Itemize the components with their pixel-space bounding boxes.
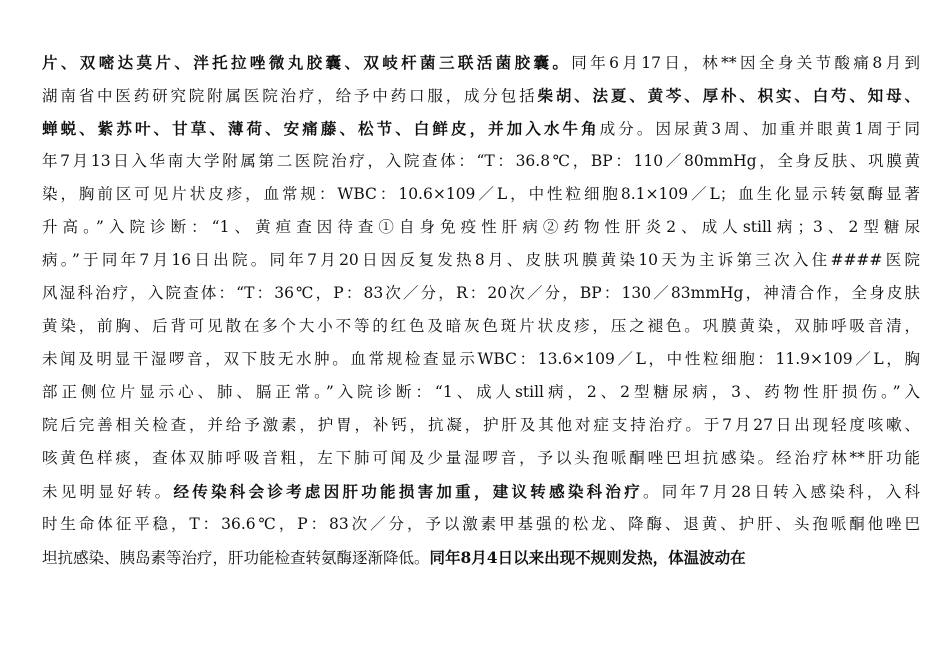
text-line <box>42 310 920 343</box>
text-line <box>42 541 920 574</box>
bold-text-run: 柴胡、法夏、黄芩、厚朴、枳实、白芍、知母、 <box>537 86 920 105</box>
text-run: 染，胸前区可见片状皮疹，血常规：WBC：10.6×109／L，中性粒细胞8.1×109／L；血生化显示转氨酶显著 <box>42 185 920 203</box>
bold-text-run: 蝉蜕、紫苏叶、甘草、薄荷、安痛藤、松节、白鲜皮，并加入水牛角 <box>42 119 600 138</box>
text-line <box>42 145 920 178</box>
text-run: 咳黄色样痰，查体双肺呼吸音粗，左下肺可闻及少量湿啰音，予以头孢哌酮唑巴坦抗感染。经治疗林**肝功能 <box>42 449 920 467</box>
text-run: 年7月13日入华南大学附属第二医院治疗，入院查体：“T：36.8℃，BP：110／80mmHg，全身反肤、巩膜黄 <box>42 152 920 170</box>
text-run: 风湿科治疗，入院查体：“T：36℃，P：83次／分，R：20次／分，BP：130／83mmHg，神清合作，全身皮肤 <box>42 284 920 302</box>
text-line <box>42 79 920 112</box>
text-line <box>42 178 920 211</box>
text-run: 湖南省中医药研究院附属医院治疗，给予中药口服，成分包括 <box>42 87 538 105</box>
text-line <box>42 409 920 442</box>
text-line <box>42 508 920 541</box>
text-line <box>42 343 920 376</box>
text-run: 未闻及明显干湿啰音，双下肢无水肿。血常规检查显示WBC：13.6×109／L，中性粒细胞：11.9×109／L，胸 <box>42 350 920 368</box>
text-run: 时生命体征平稳，T：36.6℃，P：83次／分，予以激素甲基强的松龙、降酶、退黄、护肝、头孢哌酮他唑巴 <box>42 515 920 533</box>
bold-text-run: 经传染科会诊考虑因肝功能损害加重，建议转感染科治疗 <box>173 482 643 501</box>
bold-text-run: 同年8月4日以来出现不规则发热，体温波动在 <box>429 548 746 567</box>
text-line <box>42 277 920 310</box>
text-run: 黄染，前胸、后背可见散在多个大小不等的红色及暗灰色斑片状皮疹，压之褪色。巩膜黄染，双肺呼吸音清， <box>42 317 920 335</box>
text-line <box>42 475 920 508</box>
text-run: 。同年7月28日转入感染科，入科 <box>642 483 920 501</box>
text-line <box>42 442 920 475</box>
text-run: 同年6月17日，林**因全身关节酸痛8月到 <box>571 54 920 72</box>
text-line <box>42 376 920 409</box>
text-line <box>42 211 920 244</box>
text-run: 部正侧位片显示心、肺、膈正常。”入院诊断：“1、成人still病，2、2型糖尿病，3、药物性肝损伤。”入 <box>42 383 920 401</box>
text-line <box>42 46 920 79</box>
text-run: 坦抗感染、胰岛素等治疗，肝功能检查转氨酶逐渐降低。 <box>42 549 430 567</box>
text-run: 成分。因尿黄3周、加重并眼黄1周于同 <box>599 120 920 138</box>
bold-text-run: 片、双嘧达莫片、泮托拉唑微丸胶囊、双岐杆菌三联活菌胶囊。 <box>42 53 572 72</box>
text-line <box>42 112 920 145</box>
text-run: 院后完善相关检查，并给予激素，护胃，补钙，抗凝，护肝及其他对症支持治疗。于7月27日出现轻度咳嗽、 <box>42 416 920 434</box>
text-line <box>42 244 920 277</box>
text-run: 升高。”入院诊断：“1、黄疸查因待查①自身免疫性肝病②药物性肝炎2、成人still病；3、2型糖尿 <box>42 218 920 236</box>
text-run: 病。”于同年7月16日出院。同年7月20日因反复发热8月、皮肤巩膜黄染10天为主诉第三次入住####医院 <box>42 251 920 269</box>
text-run: 未见明显好转。 <box>42 483 174 501</box>
